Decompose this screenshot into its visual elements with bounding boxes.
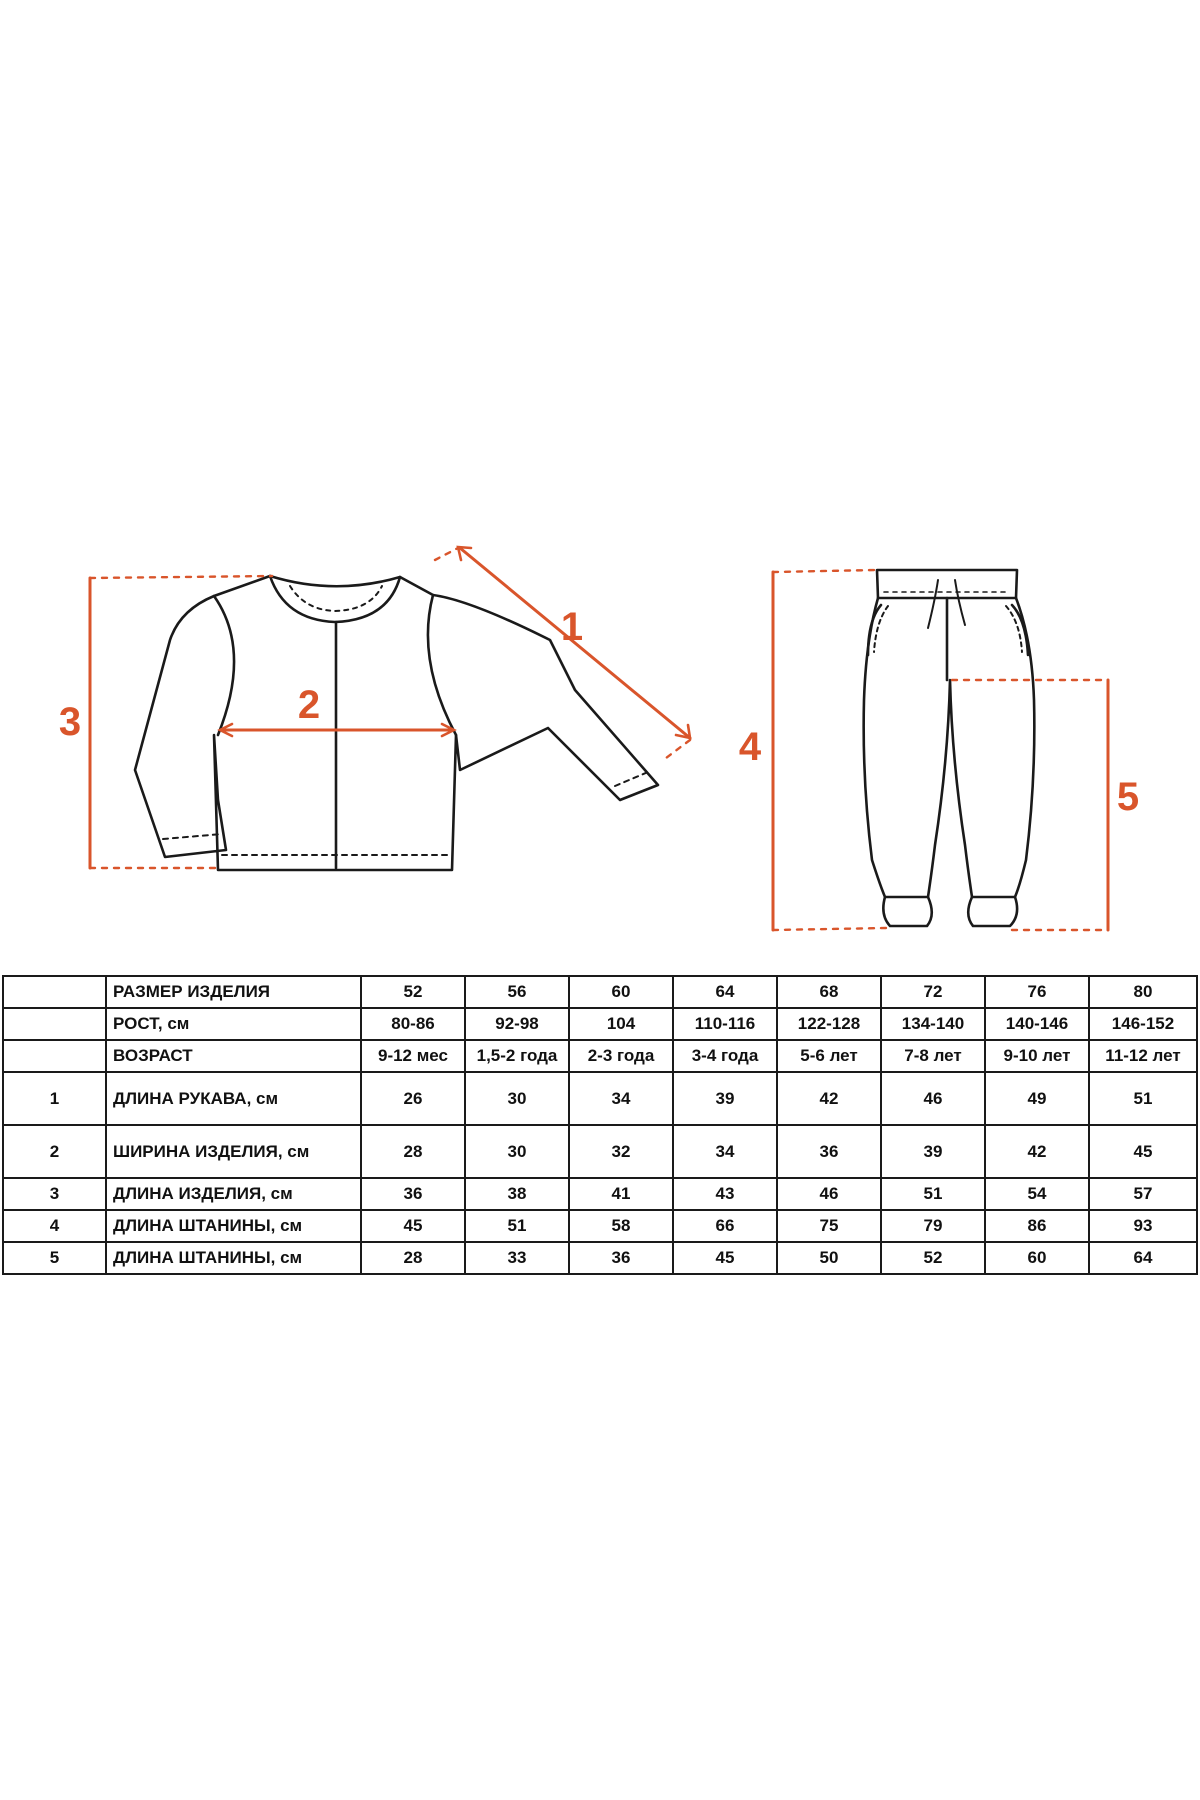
value-cell: 36	[361, 1178, 465, 1210]
value-cell: 26	[361, 1072, 465, 1125]
value-cell: 1,5-2 года	[465, 1040, 569, 1072]
value-cell: 39	[881, 1125, 985, 1178]
value-cell: 36	[569, 1242, 673, 1274]
size-header-row	[3, 976, 1197, 1008]
measurement-row	[3, 1210, 1197, 1242]
value-cell: 28	[361, 1242, 465, 1274]
value-cell: 42	[985, 1125, 1089, 1178]
value-cell: 80-86	[361, 1008, 465, 1040]
pants-outline-icon	[864, 570, 1035, 926]
value-cell: 76	[985, 976, 1089, 1008]
value-cell: 45	[361, 1210, 465, 1242]
value-cell: 51	[881, 1178, 985, 1210]
value-cell: 51	[1089, 1072, 1197, 1125]
value-cell: 54	[985, 1178, 1089, 1210]
value-cell: 32	[569, 1125, 673, 1178]
value-cell: 79	[881, 1210, 985, 1242]
size-header-row	[3, 1040, 1197, 1072]
row-number-cell: 3	[3, 1178, 106, 1210]
value-cell: 60	[569, 976, 673, 1008]
value-cell: 39	[673, 1072, 777, 1125]
value-cell: 66	[673, 1210, 777, 1242]
value-cell: 75	[777, 1210, 881, 1242]
value-cell: 11-12 лет	[1089, 1040, 1197, 1072]
value-cell: 3-4 года	[673, 1040, 777, 1072]
measure-marker-5: 5	[1116, 775, 1140, 819]
value-cell: 34	[569, 1072, 673, 1125]
value-cell: 38	[465, 1178, 569, 1210]
measurement-row	[3, 1125, 1197, 1178]
value-cell: 86	[985, 1210, 1089, 1242]
row-number-cell: 1	[3, 1072, 106, 1125]
measure-marker-2: 2	[297, 683, 321, 727]
value-cell: 146-152	[1089, 1008, 1197, 1040]
value-cell: 80	[1089, 976, 1197, 1008]
value-cell: 33	[465, 1242, 569, 1274]
value-cell: 64	[673, 976, 777, 1008]
value-cell: 30	[465, 1072, 569, 1125]
value-cell: 60	[985, 1242, 1089, 1274]
measure-marker-1: 1	[560, 605, 584, 649]
row-label-cell: ДЛИНА ШТАНИНЫ, см	[106, 1210, 361, 1242]
value-cell: 46	[777, 1178, 881, 1210]
value-cell: 57	[1089, 1178, 1197, 1210]
row-number-cell: 2	[3, 1125, 106, 1178]
value-cell: 41	[569, 1178, 673, 1210]
measure-marker-3: 3	[58, 700, 82, 744]
value-cell: 36	[777, 1125, 881, 1178]
value-cell: 49	[985, 1072, 1089, 1125]
row-number-cell: 5	[3, 1242, 106, 1274]
measurement-row	[3, 1242, 1197, 1274]
row-number-cell	[3, 1040, 106, 1072]
row-label-cell: РОСТ, см	[106, 1008, 361, 1040]
row-number-cell	[3, 1008, 106, 1040]
value-cell: 34	[673, 1125, 777, 1178]
value-cell: 45	[673, 1242, 777, 1274]
value-cell: 50	[777, 1242, 881, 1274]
value-cell: 58	[569, 1210, 673, 1242]
value-cell: 30	[465, 1125, 569, 1178]
row-label-cell: ШИРИНА ИЗДЕЛИЯ, см	[106, 1125, 361, 1178]
value-cell: 68	[777, 976, 881, 1008]
value-cell: 9-10 лет	[985, 1040, 1089, 1072]
value-cell: 104	[569, 1008, 673, 1040]
value-cell: 2-3 года	[569, 1040, 673, 1072]
row-label-cell: ДЛИНА ШТАНИНЫ, см	[106, 1242, 361, 1274]
row-label-cell: ВОЗРАСТ	[106, 1040, 361, 1072]
value-cell: 46	[881, 1072, 985, 1125]
row-label-cell: ДЛИНА РУКАВА, см	[106, 1072, 361, 1125]
value-cell: 72	[881, 976, 985, 1008]
size-chart-table	[2, 975, 1198, 1275]
value-cell: 56	[465, 976, 569, 1008]
row-label-cell: РАЗМЕР ИЗДЕЛИЯ	[106, 976, 361, 1008]
measure-marker-4: 4	[738, 725, 762, 769]
value-cell: 92-98	[465, 1008, 569, 1040]
size-header-row	[3, 1008, 1197, 1040]
value-cell: 64	[1089, 1242, 1197, 1274]
value-cell: 140-146	[985, 1008, 1089, 1040]
value-cell: 52	[361, 976, 465, 1008]
value-cell: 110-116	[673, 1008, 777, 1040]
row-number-cell	[3, 976, 106, 1008]
measurement-row	[3, 1072, 1197, 1125]
value-cell: 42	[777, 1072, 881, 1125]
row-number-cell: 4	[3, 1210, 106, 1242]
value-cell: 5-6 лет	[777, 1040, 881, 1072]
value-cell: 134-140	[881, 1008, 985, 1040]
value-cell: 28	[361, 1125, 465, 1178]
value-cell: 93	[1089, 1210, 1197, 1242]
value-cell: 51	[465, 1210, 569, 1242]
value-cell: 43	[673, 1178, 777, 1210]
value-cell: 9-12 мес	[361, 1040, 465, 1072]
row-label-cell: ДЛИНА ИЗДЕЛИЯ, см	[106, 1178, 361, 1210]
value-cell: 122-128	[777, 1008, 881, 1040]
value-cell: 7-8 лет	[881, 1040, 985, 1072]
value-cell: 52	[881, 1242, 985, 1274]
value-cell: 45	[1089, 1125, 1197, 1178]
measurement-row	[3, 1178, 1197, 1210]
